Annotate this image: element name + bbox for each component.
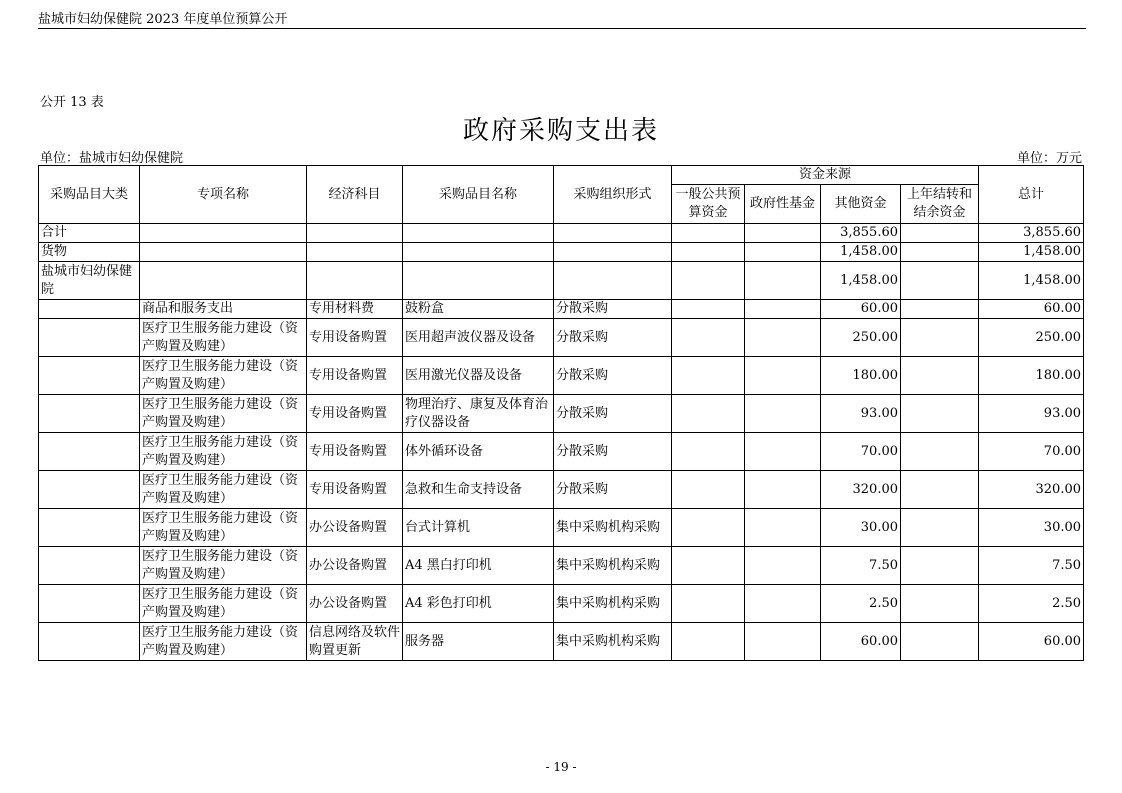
cell-item (403, 224, 554, 243)
table-row (39, 471, 1084, 509)
cell-econ (307, 243, 403, 262)
table-row (39, 357, 1084, 395)
cell-general (672, 319, 745, 357)
cell-item (403, 262, 554, 300)
cell-category: 盐城市妇幼保健院 (39, 262, 140, 300)
cell-econ: 专用设备购置 (307, 395, 403, 433)
cell-econ: 专用设备购置 (307, 471, 403, 509)
cell-carryover (901, 319, 979, 357)
cell-method (554, 243, 672, 262)
cell-gov-fund (745, 433, 821, 471)
cell-general (672, 357, 745, 395)
cell-item: 物理治疗、康复及体育治疗仪器设备 (403, 395, 554, 433)
cell-category (39, 509, 140, 547)
col-header-category: 采购品目大类 (39, 166, 140, 224)
running-header: 盐城市妇幼保健院 2023 年度单位预算公开 (38, 12, 288, 27)
cell-carryover (901, 509, 979, 547)
cell-carryover (901, 357, 979, 395)
col-header-gov-fund: 政府性基金 (745, 185, 821, 224)
cell-gov-fund (745, 319, 821, 357)
table-row (39, 623, 1084, 661)
cell-other: 3,855.60 (821, 224, 901, 243)
cell-category: 合计 (39, 224, 140, 243)
cell-total: 1,458.00 (979, 262, 1084, 300)
cell-econ (307, 224, 403, 243)
cell-econ: 办公设备购置 (307, 585, 403, 623)
cell-gov-fund (745, 395, 821, 433)
cell-project: 商品和服务支出 (140, 300, 307, 319)
cell-item: 鼓粉盒 (403, 300, 554, 319)
cell-other: 2.50 (821, 585, 901, 623)
col-header-general-budget: 一般公共预算资金 (672, 185, 745, 224)
cell-econ: 办公设备购置 (307, 509, 403, 547)
cell-other: 250.00 (821, 319, 901, 357)
cell-general (672, 547, 745, 585)
cell-item: 台式计算机 (403, 509, 554, 547)
cell-item (403, 243, 554, 262)
cell-project: 医疗卫生服务能力建设（资产购置及购建） (140, 319, 307, 357)
cell-project: 医疗卫生服务能力建设（资产购置及购建） (140, 471, 307, 509)
cell-method: 分散采购 (554, 395, 672, 433)
cell-carryover (901, 547, 979, 585)
cell-gov-fund (745, 585, 821, 623)
cell-category (39, 395, 140, 433)
cell-general (672, 224, 745, 243)
cell-category (39, 433, 140, 471)
cell-econ: 专用设备购置 (307, 319, 403, 357)
cell-other: 60.00 (821, 300, 901, 319)
cell-econ: 专用材料费 (307, 300, 403, 319)
cell-general (672, 509, 745, 547)
cell-carryover (901, 262, 979, 300)
col-header-funding-source: 资金来源 (672, 166, 979, 185)
col-header-method: 采购组织形式 (554, 166, 672, 224)
col-header-other-funds: 其他资金 (821, 185, 901, 224)
cell-project (140, 224, 307, 243)
cell-total: 180.00 (979, 357, 1084, 395)
cell-other: 7.50 (821, 547, 901, 585)
cell-category (39, 623, 140, 661)
cell-category (39, 319, 140, 357)
unit-label-organization: 单位：盐城市妇幼保健院 (40, 151, 184, 166)
cell-total: 320.00 (979, 471, 1084, 509)
cell-category (39, 585, 140, 623)
cell-gov-fund (745, 300, 821, 319)
cell-project (140, 262, 307, 300)
cell-carryover (901, 585, 979, 623)
cell-category (39, 300, 140, 319)
cell-total: 7.50 (979, 547, 1084, 585)
cell-carryover (901, 243, 979, 262)
cell-total: 70.00 (979, 433, 1084, 471)
table-row-total (39, 224, 1084, 243)
page-number: - 19 - (545, 760, 577, 774)
cell-general (672, 623, 745, 661)
cell-item: 服务器 (403, 623, 554, 661)
cell-gov-fund (745, 224, 821, 243)
cell-category (39, 471, 140, 509)
cell-total: 93.00 (979, 395, 1084, 433)
cell-general (672, 471, 745, 509)
cell-other: 1,458.00 (821, 243, 901, 262)
table-row (39, 395, 1084, 433)
cell-carryover (901, 433, 979, 471)
table-number: 公开 13 表 (40, 95, 104, 110)
page-title: 政府采购支出表 (462, 116, 659, 146)
cell-gov-fund (745, 471, 821, 509)
cell-gov-fund (745, 243, 821, 262)
cell-total: 3,855.60 (979, 224, 1084, 243)
cell-method: 集中采购机构采购 (554, 585, 672, 623)
cell-item: A4 黑白打印机 (403, 547, 554, 585)
cell-category (39, 357, 140, 395)
cell-item: 急救和生命支持设备 (403, 471, 554, 509)
cell-gov-fund (745, 509, 821, 547)
header-rule (38, 28, 1086, 29)
cell-project: 医疗卫生服务能力建设（资产购置及购建） (140, 433, 307, 471)
cell-gov-fund (745, 623, 821, 661)
cell-econ: 专用设备购置 (307, 357, 403, 395)
col-header-project: 专项名称 (140, 166, 307, 224)
col-header-item: 采购品目名称 (403, 166, 554, 224)
cell-econ: 专用设备购置 (307, 433, 403, 471)
cell-general (672, 585, 745, 623)
cell-project: 医疗卫生服务能力建设（资产购置及购建） (140, 509, 307, 547)
table-row-unit (39, 262, 1084, 300)
procurement-table (38, 165, 1084, 661)
cell-method: 分散采购 (554, 319, 672, 357)
cell-method: 分散采购 (554, 471, 672, 509)
cell-general (672, 262, 745, 300)
cell-econ: 信息网络及软件购置更新 (307, 623, 403, 661)
cell-other: 320.00 (821, 471, 901, 509)
cell-gov-fund (745, 262, 821, 300)
cell-project (140, 243, 307, 262)
cell-item: 医用超声波仪器及设备 (403, 319, 554, 357)
cell-carryover (901, 623, 979, 661)
col-header-total: 总计 (979, 166, 1084, 224)
cell-method: 集中采购机构采购 (554, 623, 672, 661)
cell-project: 医疗卫生服务能力建设（资产购置及购建） (140, 623, 307, 661)
cell-econ: 办公设备购置 (307, 547, 403, 585)
cell-method (554, 262, 672, 300)
cell-carryover (901, 471, 979, 509)
cell-other: 70.00 (821, 433, 901, 471)
cell-carryover (901, 300, 979, 319)
cell-item: A4 彩色打印机 (403, 585, 554, 623)
cell-other: 180.00 (821, 357, 901, 395)
col-header-econ: 经济科目 (307, 166, 403, 224)
table-row-goods (39, 243, 1084, 262)
cell-item: 体外循环设备 (403, 433, 554, 471)
cell-total: 60.00 (979, 623, 1084, 661)
cell-total: 1,458.00 (979, 243, 1084, 262)
cell-method: 分散采购 (554, 433, 672, 471)
cell-general (672, 395, 745, 433)
cell-general (672, 300, 745, 319)
cell-other: 30.00 (821, 509, 901, 547)
cell-total: 250.00 (979, 319, 1084, 357)
cell-method: 分散采购 (554, 300, 672, 319)
table-row (39, 433, 1084, 471)
cell-project: 医疗卫生服务能力建设（资产购置及购建） (140, 547, 307, 585)
cell-item: 医用激光仪器及设备 (403, 357, 554, 395)
unit-label-currency: 单位：万元 (1016, 151, 1082, 166)
cell-other: 93.00 (821, 395, 901, 433)
table-row (39, 300, 1084, 319)
cell-carryover (901, 395, 979, 433)
cell-other: 1,458.00 (821, 262, 901, 300)
cell-category: 货物 (39, 243, 140, 262)
cell-category (39, 547, 140, 585)
cell-carryover (901, 224, 979, 243)
table-row (39, 319, 1084, 357)
table-row (39, 585, 1084, 623)
cell-total: 60.00 (979, 300, 1084, 319)
cell-project: 医疗卫生服务能力建设（资产购置及购建） (140, 585, 307, 623)
table-row (39, 509, 1084, 547)
cell-other: 60.00 (821, 623, 901, 661)
col-header-carryover: 上年结转和结余资金 (901, 185, 979, 224)
cell-econ (307, 262, 403, 300)
cell-method: 集中采购机构采购 (554, 547, 672, 585)
cell-gov-fund (745, 357, 821, 395)
cell-general (672, 433, 745, 471)
cell-method: 集中采购机构采购 (554, 509, 672, 547)
cell-project: 医疗卫生服务能力建设（资产购置及购建） (140, 357, 307, 395)
cell-gov-fund (745, 547, 821, 585)
cell-method: 分散采购 (554, 357, 672, 395)
cell-total: 2.50 (979, 585, 1084, 623)
cell-total: 30.00 (979, 509, 1084, 547)
cell-method (554, 224, 672, 243)
cell-general (672, 243, 745, 262)
table-row (39, 547, 1084, 585)
cell-project: 医疗卫生服务能力建设（资产购置及购建） (140, 395, 307, 433)
